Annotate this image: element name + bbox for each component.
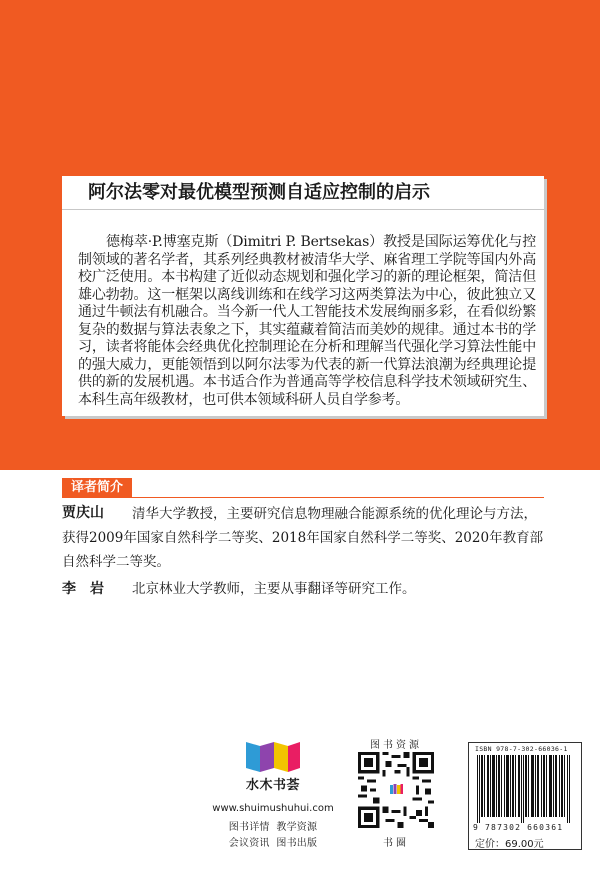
translators-heading: 译者简介 (62, 478, 132, 498)
barcode-digits: 9 787302 660361 (473, 823, 564, 832)
barcode-icon (477, 755, 573, 823)
qr-bottom-caption: 书圈 (383, 838, 409, 849)
translator-name-1: 贾庆山 (62, 505, 104, 521)
link-conference-news[interactable]: 会议资讯 (228, 838, 270, 849)
price-label: 定价：69.00元 (475, 839, 544, 850)
isbn-label: ISBN 978-7-302-66036-1 (475, 745, 568, 753)
translator-name-2: 李 岩 (62, 581, 104, 597)
link-book-details[interactable]: 图书详情 (228, 822, 270, 833)
translator-desc-2: 北京林业大学教师，主要从事翻译等研究工作。 (132, 581, 416, 597)
publisher-links-row-1 (200, 818, 346, 833)
translators-rule (62, 497, 544, 498)
publisher-logo-text: 水木书荟 (245, 778, 300, 793)
summary-body: 德梅萃·P.博塞克斯（Dimitri P. Bertsekas）教授是国际运筹优化与控制领域的著名学者，其系列经典教材被清华大学、麻省理工学院等国内外高校广泛使用。本书构建了近似动态规划和强化学习的新的理论框架，简洁但雄心勃勃。这一框架以离线训练和在线学习这两类算法为中心，彼此独立又通过牛顿法有机融合。当今新一代人工智能技术发展绚丽多彩，在看似纷繁复杂的数据与算法表象之下，其实蕴藏着简洁而美妙的规律。通过本书的学习，读者将能体会经典优化控制理论在分析和理解当代强化学习算法性能中的强大威力，更能领悟到以阿尔法零为代表的新一代算法浪潮为经典理论提供的新的发展机遇。本书适合作为普通高等学校信息科学技术领域研究生、本科生高年级教材，也可供本领域科研人员自学参考。 (78, 234, 536, 408)
qr-top-caption: 图书资源 (370, 740, 422, 751)
publisher-links-row-2 (200, 834, 346, 849)
translator-desc-1: 清华大学教授，主要研究信息物理融合能源系统的优化理论与方法，获得2009年国家自然科学二等奖、2018年国家自然科学二等奖、2020年教育部自然科学二等奖。 (62, 506, 544, 570)
barcode-box (468, 742, 582, 850)
link-book-publishing[interactable]: 图书出版 (276, 838, 318, 849)
summary-title: 阿尔法零对最优模型预测自适应控制的启示 (62, 176, 544, 210)
qr-code-icon[interactable] (358, 752, 434, 828)
publisher-url[interactable]: www.shuimushuhui.com (212, 803, 334, 814)
summary-box (62, 176, 544, 416)
link-teaching-resources[interactable]: 教学资源 (276, 822, 318, 833)
